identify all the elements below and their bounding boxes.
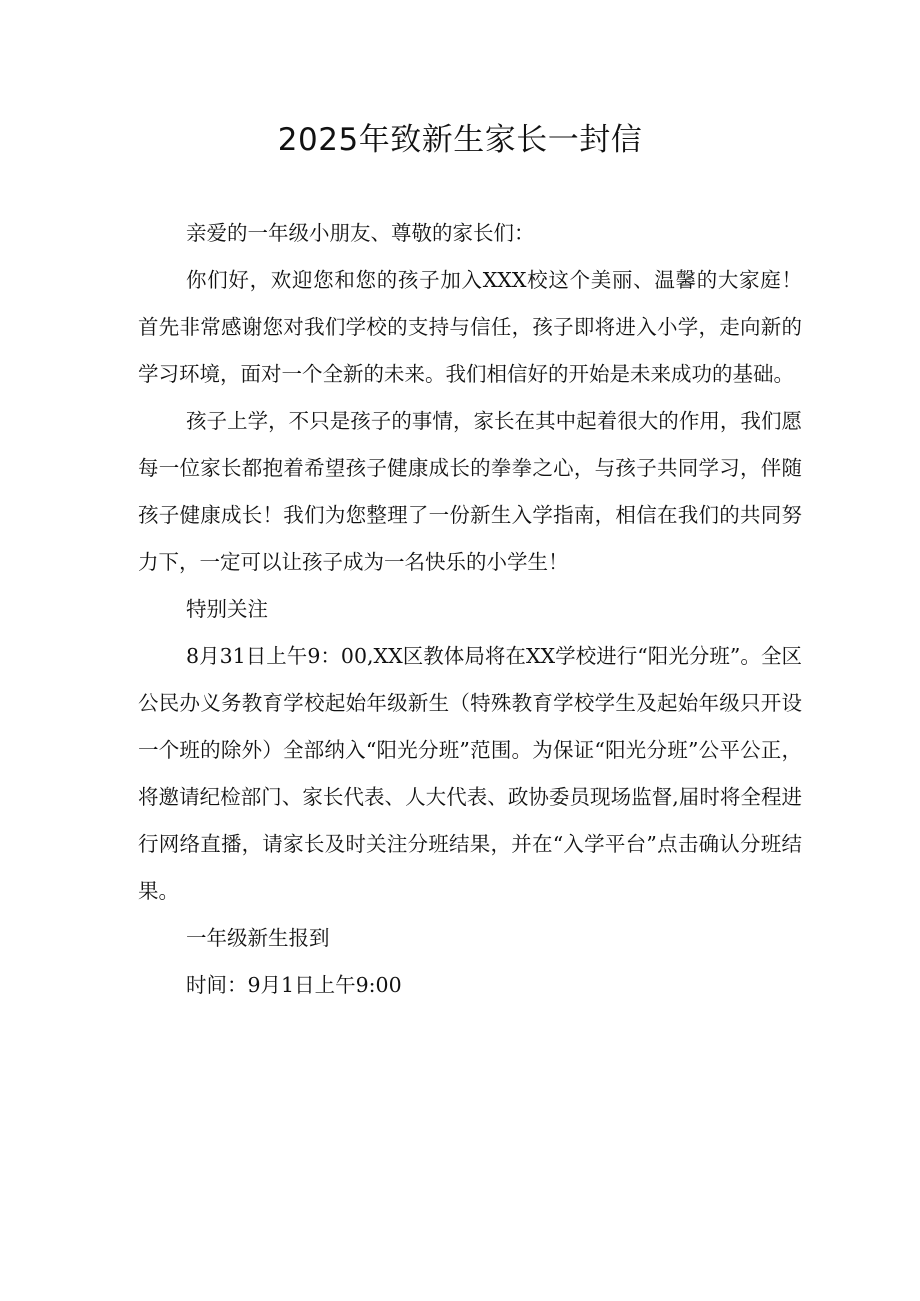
- registration-time: 时间：9月1日上午9:00: [186, 973, 402, 997]
- document-title: 2025年致新生家长一封信: [277, 122, 643, 158]
- parent-role-paragraph: 孩子上学，不只是孩子的事情，家长在其中起着很大的作用，我们愿每一位家长都抱着希望孩子健康成长的拳拳之心，与孩子共同学习，伴随孩子健康成长！我们为您整理了一份新生入学指南，相信在我们的共同努力下，一定可以让孩子成为一名快乐的小学生！: [138, 409, 802, 574]
- sunshine-class-paragraph: 8月31日上午9：00,XX区教体局将在XX学校进行“阳光分班”。全区公民办义务教育学校起始年级新生（特殊教育学校学生及起始年级只开设一个班的除外）全部纳入“阳光分班”范围。为保证“阳光分班”公平公正，将邀请纪检部门、家长代表、人大代表、政协委员现场监督,届时将全程进行网络直播，请家长及时关注分班结果，并在“入学平台”点击确认分班结果。: [138, 644, 802, 903]
- letter-body: [138, 210, 802, 1009]
- welcome-paragraph: 你们好，欢迎您和您的孩子加入XXX校这个美丽、温馨的大家庭！首先非常感谢您对我们学校的支持与信任，孩子即将进入小学，走向新的学习环境，面对一个全新的未来。我们相信好的开始是未来成功的基础。: [138, 268, 802, 386]
- section-heading-special-attention: 特别关注: [186, 597, 268, 621]
- salutation: 亲爱的一年级小朋友、尊敬的家长们：: [186, 221, 535, 245]
- section-heading-registration: 一年级新生报到: [186, 926, 330, 950]
